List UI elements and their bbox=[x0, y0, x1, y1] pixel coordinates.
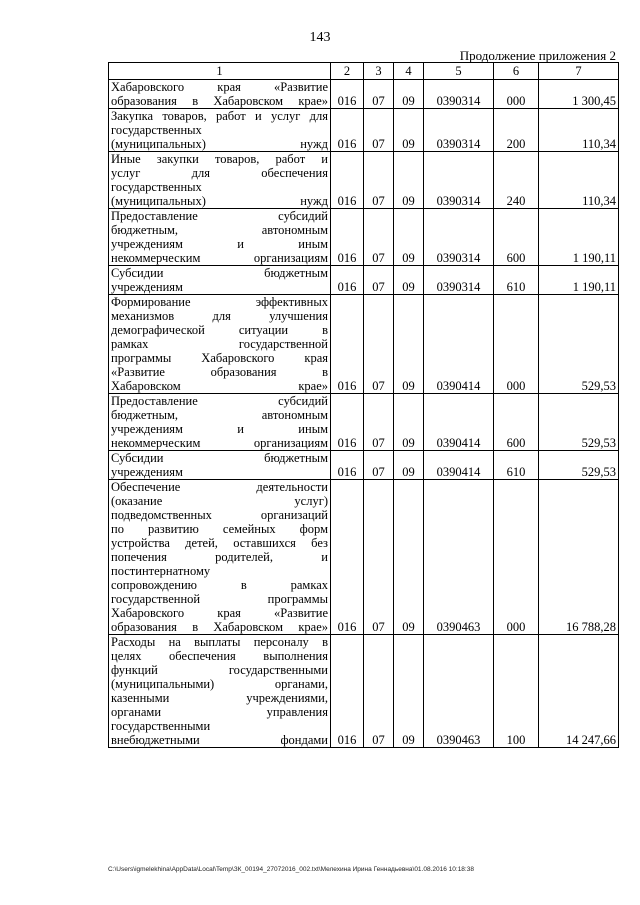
row-name-line: Субсидии бюджетным bbox=[111, 266, 328, 280]
expense-type-code: 000 bbox=[494, 295, 539, 394]
expense-type-code: 610 bbox=[494, 266, 539, 295]
row-name-line: по развитию семейных форм bbox=[111, 522, 328, 536]
col-header-4: 4 bbox=[394, 63, 424, 80]
amount-cell: 529,53 bbox=[539, 394, 619, 451]
chapter-code: 016 bbox=[331, 480, 364, 635]
page-number: 143 bbox=[309, 30, 331, 45]
row-name-cell bbox=[109, 451, 331, 480]
row-name-cell bbox=[109, 266, 331, 295]
target-article-code: 0390314 bbox=[424, 109, 494, 152]
expense-type-code: 000 bbox=[494, 480, 539, 635]
row-name-line: Хабаровском крае» bbox=[111, 379, 328, 393]
row-name-cell bbox=[109, 209, 331, 266]
table-row bbox=[109, 295, 619, 394]
row-name-line: попечения родителей, и bbox=[111, 550, 328, 564]
section-code: 07 bbox=[364, 394, 394, 451]
table-row bbox=[109, 209, 619, 266]
row-name-line: (муниципальных) нужд bbox=[111, 137, 328, 151]
expense-type-code: 600 bbox=[494, 394, 539, 451]
col-header-2: 2 bbox=[331, 63, 364, 80]
chapter-code: 016 bbox=[331, 635, 364, 748]
row-name-line: некоммерческим организациям bbox=[111, 436, 328, 450]
col-header-7: 7 bbox=[539, 63, 619, 80]
subsection-code: 09 bbox=[394, 451, 424, 480]
amount-cell: 1 300,45 bbox=[539, 80, 619, 109]
row-name-line: постинтернатному bbox=[111, 564, 211, 578]
amount-cell: 529,53 bbox=[539, 451, 619, 480]
row-name-line: подведомственных организаций bbox=[111, 508, 328, 522]
chapter-code: 016 bbox=[331, 266, 364, 295]
expense-type-code: 240 bbox=[494, 152, 539, 209]
chapter-code: 016 bbox=[331, 80, 364, 109]
col-header-1: 1 bbox=[109, 63, 331, 80]
row-name-line: Хабаровского края «Развитие bbox=[111, 606, 328, 620]
row-name-line: Предоставление субсидий bbox=[111, 209, 328, 223]
row-name-line: Обеспечение деятельности bbox=[111, 480, 328, 494]
row-name-line: услуг для обеспечения bbox=[111, 166, 328, 180]
row-name-line: Закупка товаров, работ и услуг для bbox=[111, 109, 328, 123]
section-code: 07 bbox=[364, 635, 394, 748]
row-name-line: рамках государственной bbox=[111, 337, 328, 351]
chapter-code: 016 bbox=[331, 109, 364, 152]
table-row bbox=[109, 394, 619, 451]
section-code: 07 bbox=[364, 266, 394, 295]
section-code: 07 bbox=[364, 109, 394, 152]
amount-cell: 16 788,28 bbox=[539, 480, 619, 635]
amount-cell: 110,34 bbox=[539, 152, 619, 209]
row-name-line: некоммерческим организациям bbox=[111, 251, 328, 265]
subsection-code: 09 bbox=[394, 209, 424, 266]
section-code: 07 bbox=[364, 80, 394, 109]
row-name-line: бюджетным, автономным bbox=[111, 223, 328, 237]
row-name-line: «Развитие образования в bbox=[111, 365, 328, 379]
expense-type-code: 600 bbox=[494, 209, 539, 266]
subsection-code: 09 bbox=[394, 109, 424, 152]
row-name-line: Предоставление субсидий bbox=[111, 394, 328, 408]
table-row bbox=[109, 266, 619, 295]
subsection-code: 09 bbox=[394, 635, 424, 748]
row-name-line: государственными bbox=[111, 719, 211, 733]
section-code: 07 bbox=[364, 152, 394, 209]
subsection-code: 09 bbox=[394, 266, 424, 295]
chapter-code: 016 bbox=[331, 209, 364, 266]
table-row bbox=[109, 451, 619, 480]
row-name-line: (муниципальными) органами, bbox=[111, 677, 328, 691]
target-article-code: 0390314 bbox=[424, 266, 494, 295]
row-name-line: Хабаровского края «Развитие bbox=[111, 80, 328, 94]
table-row bbox=[109, 635, 619, 748]
table-body bbox=[109, 80, 619, 748]
col-header-3: 3 bbox=[364, 63, 394, 80]
row-name-cell bbox=[109, 635, 331, 748]
row-name-line: учреждениям и иным bbox=[111, 422, 328, 436]
row-name-line: Субсидии бюджетным bbox=[111, 451, 328, 465]
row-name-cell bbox=[109, 80, 331, 109]
row-name-line: функций государственными bbox=[111, 663, 328, 677]
target-article-code: 0390414 bbox=[424, 394, 494, 451]
row-name-line: Расходы на выплаты персоналу в bbox=[111, 635, 328, 649]
chapter-code: 016 bbox=[331, 451, 364, 480]
target-article-code: 0390463 bbox=[424, 635, 494, 748]
row-name-line: бюджетным, автономным bbox=[111, 408, 328, 422]
expense-type-code: 200 bbox=[494, 109, 539, 152]
col-header-5: 5 bbox=[424, 63, 494, 80]
col-header-6: 6 bbox=[494, 63, 539, 80]
amount-cell: 529,53 bbox=[539, 295, 619, 394]
amount-cell: 1 190,11 bbox=[539, 209, 619, 266]
row-name-line: внебюджетными фондами bbox=[111, 733, 328, 747]
target-article-code: 0390414 bbox=[424, 451, 494, 480]
row-name-line: программы Хабаровского края bbox=[111, 351, 328, 365]
row-name-cell bbox=[109, 394, 331, 451]
row-name-line: Формирование эффективных bbox=[111, 295, 328, 309]
chapter-code: 016 bbox=[331, 152, 364, 209]
continuation-label: Продолжение приложения 2 bbox=[459, 48, 616, 63]
row-name-line: государственной программы bbox=[111, 592, 328, 606]
row-name-line: Иные закупки товаров, работ и bbox=[111, 152, 328, 166]
target-article-code: 0390314 bbox=[424, 80, 494, 109]
row-name-line: казенными учреждениями, bbox=[111, 691, 328, 705]
chapter-code: 016 bbox=[331, 394, 364, 451]
row-name-line: образования в Хабаровском крае» bbox=[111, 620, 328, 634]
row-name-line: демографической ситуации в bbox=[111, 323, 328, 337]
expense-type-code: 000 bbox=[494, 80, 539, 109]
row-name-cell bbox=[109, 480, 331, 635]
chapter-code: 016 bbox=[331, 295, 364, 394]
row-name-line: государственных bbox=[111, 123, 202, 137]
expense-type-code: 100 bbox=[494, 635, 539, 748]
section-code: 07 bbox=[364, 451, 394, 480]
row-name-line: сопровождению в рамках bbox=[111, 578, 328, 592]
row-name-line: органами управления bbox=[111, 705, 328, 719]
subsection-code: 09 bbox=[394, 394, 424, 451]
section-code: 07 bbox=[364, 295, 394, 394]
subsection-code: 09 bbox=[394, 152, 424, 209]
row-name-line: механизмов для улучшения bbox=[111, 309, 328, 323]
row-name-cell bbox=[109, 295, 331, 394]
amount-cell: 1 190,11 bbox=[539, 266, 619, 295]
row-name-line: учреждениям bbox=[111, 465, 183, 479]
row-name-line: (оказание услуг) bbox=[111, 494, 328, 508]
row-name-line: учреждениям и иным bbox=[111, 237, 328, 251]
expense-type-code: 610 bbox=[494, 451, 539, 480]
row-name-cell bbox=[109, 152, 331, 209]
target-article-code: 0390314 bbox=[424, 152, 494, 209]
row-name-line: образования в Хабаровском крае» bbox=[111, 94, 328, 108]
row-name-line: учреждениям bbox=[111, 280, 183, 294]
target-article-code: 0390463 bbox=[424, 480, 494, 635]
header-row bbox=[109, 63, 619, 80]
table-row bbox=[109, 80, 619, 109]
target-article-code: 0390414 bbox=[424, 295, 494, 394]
row-name-line: (муниципальных) нужд bbox=[111, 194, 328, 208]
subsection-code: 09 bbox=[394, 480, 424, 635]
row-name-line: государственных bbox=[111, 180, 202, 194]
row-name-line: устройства детей, оставшихся без bbox=[111, 536, 328, 550]
row-name-line: целях обеспечения выполнения bbox=[111, 649, 328, 663]
section-code: 07 bbox=[364, 209, 394, 266]
table-row bbox=[109, 480, 619, 635]
target-article-code: 0390314 bbox=[424, 209, 494, 266]
file-path-footer: C:\Users\igmelekhina\AppData\Local\Temp\ЗК_00194_27072016_002.txt\Мелехина Ирина Геннадьевна\01.08.2016 10:18:38 bbox=[108, 866, 474, 873]
table-row bbox=[109, 152, 619, 209]
table-row bbox=[109, 109, 619, 152]
subsection-code: 09 bbox=[394, 80, 424, 109]
amount-cell: 110,34 bbox=[539, 109, 619, 152]
row-name-cell bbox=[109, 109, 331, 152]
section-code: 07 bbox=[364, 480, 394, 635]
budget-table bbox=[108, 62, 619, 748]
subsection-code: 09 bbox=[394, 295, 424, 394]
amount-cell: 14 247,66 bbox=[539, 635, 619, 748]
